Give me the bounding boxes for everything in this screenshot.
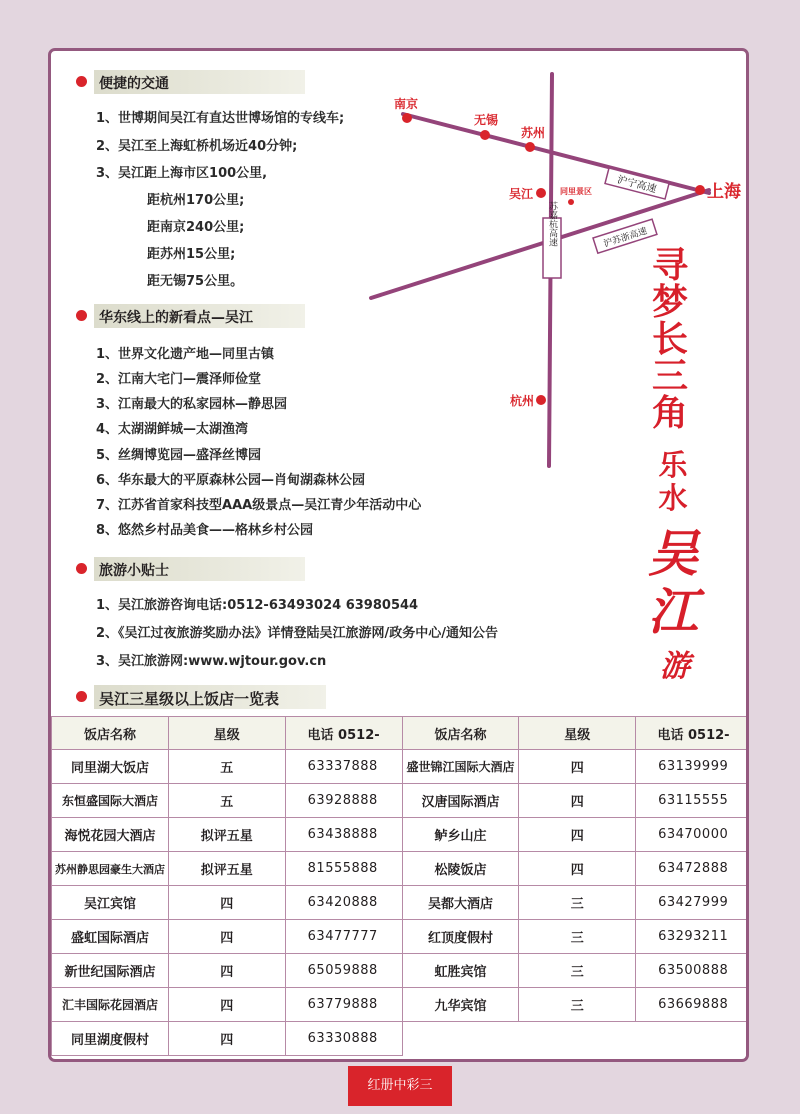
city-dot-wuxi (480, 130, 490, 140)
hotel-name: 新世纪国际酒店 (52, 954, 169, 988)
road-label-husuzhe-text: 沪苏浙高速 (602, 226, 649, 250)
hotel-phone: 63139999 (636, 750, 749, 784)
hotel-phone: 63115555 (636, 784, 749, 818)
hotel-phone: 63420888 (285, 886, 402, 920)
section-title-hotels: 吴江三星级以上饭店一览表 (99, 690, 280, 708)
hotel-star: 四 (519, 852, 636, 886)
city-dot-shanghai (695, 185, 705, 195)
hotel-name: 鲈乡山庄 (402, 818, 519, 852)
hotel-phone: 63779888 (285, 988, 402, 1022)
hotel-star: 五 (168, 784, 285, 818)
attraction-line: 4、太湖湖鲜城—太湖渔湾 (96, 422, 249, 437)
city-dot-suzhou (525, 142, 535, 152)
huning-expressway-line (403, 114, 709, 193)
table-row (52, 784, 750, 818)
table-row (52, 920, 750, 954)
table-header: 星级 (519, 717, 636, 750)
section-title-tips: 旅游小贴士 (99, 563, 169, 579)
hotel-name: 盛虹国际酒店 (52, 920, 169, 954)
hotel-star: 四 (168, 886, 285, 920)
slogan-line2a: 乐水 (658, 448, 688, 515)
hotel-name: 汇丰国际花园酒店 (52, 988, 169, 1022)
hotel-table (51, 716, 749, 1056)
attraction-line: 7、江苏省首家科技型AAA级景点—吴江青少年活动中心 (96, 498, 422, 513)
hotel-name: 汉唐国际酒店 (402, 784, 519, 818)
city-dot-hangzhou (536, 395, 546, 405)
transport-line: 距苏州15公里; (147, 247, 236, 262)
hotel-name: 虹胜宾馆 (402, 954, 519, 988)
hotel-name: 海悦花园大酒店 (52, 818, 169, 852)
tip-line: 1、吴江旅游咨询电话:0512-63493024 63980544 (96, 598, 419, 613)
hotel-phone: 63293211 (636, 920, 749, 954)
attraction-line: 2、江南大宅门—震泽师俭堂 (96, 372, 262, 387)
hotel-name: 吴都大酒店 (402, 886, 519, 920)
transport-line: 距南京240公里; (147, 220, 245, 235)
transport-line: 距杭州170公里; (147, 193, 245, 208)
table-row (52, 988, 750, 1022)
city-label-wujiang: 吴江 (509, 187, 534, 201)
hotel-phone: 65059888 (285, 954, 402, 988)
tip-line: 2、《吴江过夜旅游奖励办法》详情登陆吴江旅游网/政务中心/通知公告 (96, 626, 499, 641)
transport-line: 距无锡75公里。 (147, 274, 244, 289)
city-label-nanjing: 南京 (394, 97, 419, 111)
hotel-phone: 63330888 (285, 1022, 402, 1056)
hotel-name: 松陵饭店 (402, 852, 519, 886)
hotel-phone: 81555888 (285, 852, 402, 886)
table-row (52, 886, 750, 920)
slogan-line2c: 游 (660, 649, 690, 684)
attraction-line: 1、世界文化遗产地—同里古镇 (96, 347, 275, 362)
transport-line: 2、吴江至上海虹桥机场近40分钟; (96, 139, 298, 154)
road-label-huning-text: 沪宁高速 (615, 174, 658, 196)
hotel-phone: 63472888 (636, 852, 749, 886)
attraction-line: 3、江南最大的私家园林—静思园 (96, 397, 288, 412)
city-label-shanghai: 上海 (707, 182, 741, 202)
hotel-star: 四 (168, 954, 285, 988)
table-header: 电话 0512- (636, 717, 749, 750)
table-header: 星级 (168, 717, 285, 750)
hotel-phone: 63438888 (285, 818, 402, 852)
hotel-phone: 63669888 (636, 988, 749, 1022)
slogan-line1: 寻梦长三角 (651, 244, 688, 434)
hotel-star: 四 (519, 818, 636, 852)
section-title-transport: 便捷的交通 (99, 76, 169, 92)
hotel-name: 同里湖大饭店 (52, 750, 169, 784)
hotel-star: 三 (519, 954, 636, 988)
table-row (52, 954, 750, 988)
table-header: 饭店名称 (52, 717, 169, 750)
hotel-name: 红顶度假村 (402, 920, 519, 954)
table-row (52, 818, 750, 852)
hotel-star: 四 (519, 750, 636, 784)
hotel-name: 苏州静思园豪生大酒店 (52, 852, 169, 886)
hotel-phone: 63470000 (636, 818, 749, 852)
attraction-line: 5、丝绸博览园—盛泽丝博园 (96, 448, 262, 463)
hotel-star: 三 (519, 886, 636, 920)
attraction-line: 8、悠然乡村品美食——格林乡村公园 (96, 523, 314, 538)
city-dot-wujiang (536, 188, 546, 198)
section-title-attractions: 华东线上的新看点—吴江 (99, 310, 253, 326)
table-row (52, 1022, 750, 1056)
city-dot-nanjing (402, 113, 412, 123)
transport-line: 3、吴江距上海市区100公里, (96, 166, 268, 181)
tip-line: 3、吴江旅游网:www.wjtour.gov.cn (96, 654, 327, 669)
page-footer-tab: 红册中彩三 (348, 1066, 452, 1106)
hotel-star: 五 (168, 750, 285, 784)
table-row (52, 750, 750, 784)
hotel-star: 四 (168, 920, 285, 954)
hotel-phone: 63500888 (636, 954, 749, 988)
hotel-name: 盛世锦江国际大酒店 (402, 750, 519, 784)
bullet-dot (76, 310, 87, 321)
bullet-dot (76, 76, 87, 87)
hotel-star: 三 (519, 988, 636, 1022)
transport-line: 1、世博期间吴江有直达世博场馆的专线车; (96, 111, 345, 126)
hotel-name: 同里湖度假村 (52, 1022, 169, 1056)
road-label-sujiahang (543, 200, 561, 278)
hotel-star: 拟评五星 (168, 818, 285, 852)
hotel-phone: 63928888 (285, 784, 402, 818)
table-row (52, 852, 750, 886)
table-header: 饭店名称 (402, 717, 519, 750)
hotel-phone: 63337888 (285, 750, 402, 784)
city-label-tongli: 同里景区 (560, 187, 592, 196)
city-label-wuxi: 无锡 (474, 113, 499, 127)
city-label-suzhou: 苏州 (521, 126, 546, 140)
hotel-star: 四 (519, 784, 636, 818)
hotel-star: 四 (168, 988, 285, 1022)
slogan-line2b: 吴江 (648, 524, 698, 641)
city-dot-tongli (568, 199, 574, 205)
hotel-star: 拟评五星 (168, 852, 285, 886)
bullet-dot (76, 563, 87, 574)
table-header: 电话 0512- (285, 717, 402, 750)
bullet-dot (76, 691, 87, 702)
brochure-card (48, 48, 749, 1062)
city-label-hangzhou: 杭州 (510, 394, 535, 408)
hotel-name: 九华宾馆 (402, 988, 519, 1022)
hotel-phone: 63477777 (285, 920, 402, 954)
hotel-star: 四 (168, 1022, 285, 1056)
attraction-line: 6、华东最大的平原森林公园—肖甸湖森林公园 (96, 473, 366, 488)
hotel-name: 吴江宾馆 (52, 886, 169, 920)
road-label-sujiahang-text: 苏嘉杭高速 (547, 201, 557, 247)
table-empty-cell (402, 1022, 749, 1056)
hotel-phone: 63427999 (636, 886, 749, 920)
hotel-name: 东恒盛国际大酒店 (52, 784, 169, 818)
hotel-star: 三 (519, 920, 636, 954)
table-header-row (52, 717, 750, 750)
